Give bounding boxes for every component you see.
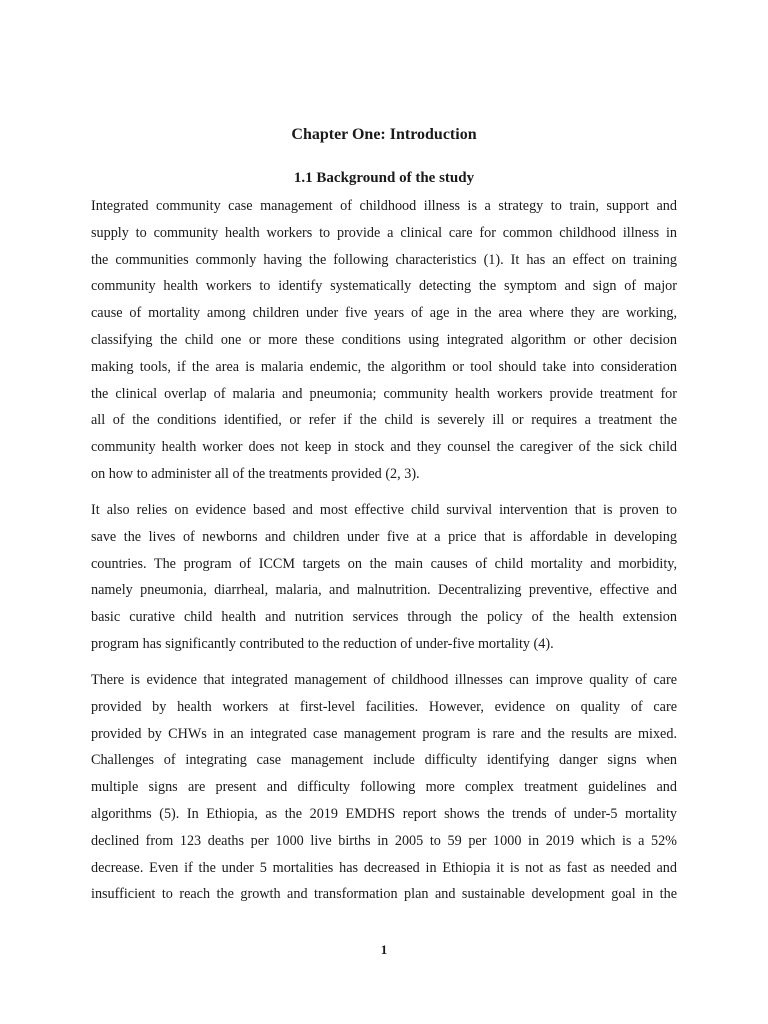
section-title: 1.1 Background of the study — [293, 170, 475, 186]
paragraph-line: There is evidence that integrated management of childhood illnesses can improve quality of care — [91, 672, 677, 688]
paragraph-line: on how to administer all of the treatments provided (2, 3). — [91, 465, 420, 482]
paragraph-line: community health workers to identify systematically detecting the symptom and sign of major — [91, 278, 677, 295]
paragraph-line: Integrated community case management of childhood illness is a strategy to train, support and — [91, 198, 677, 214]
paragraph-line: all of the conditions identified, or refer if the child is severely ill or requires a treatment the — [91, 412, 677, 429]
paragraph-line: Challenges of integrating case management include difficulty identifying danger signs when — [91, 752, 677, 769]
paragraph-2 — [91, 497, 677, 658]
paragraph-line: cause of mortality among children under five years of age in the area where they are working, — [91, 305, 677, 322]
paragraph-1 — [91, 193, 677, 488]
page-number: 1 — [380, 942, 388, 957]
paragraph-line: provided by health workers at first-level facilities. However, evidence on quality of care — [91, 698, 677, 715]
paragraph-3 — [91, 667, 677, 908]
paragraph-line: decrease. Even if the under 5 mortalities has decreased in Ethiopia it is not as fast as needed and — [91, 859, 677, 876]
paragraph-line: multiple signs are present and difficulty following more complex treatment guidelines and — [91, 779, 677, 796]
paragraph-line: insufficient to reach the growth and transformation plan and sustainable development goal in the — [91, 886, 677, 903]
paragraph-line: program has significantly contributed to the reduction of under-five mortality (4). — [91, 635, 554, 652]
paragraph-line: provided by CHWs in an integrated case management program is rare and the results are mixed. — [91, 725, 677, 742]
paragraph-line: the communities commonly having the following characteristics (1). It has an effect on training — [91, 251, 677, 268]
paragraph-line: namely pneumonia, diarrheal, malaria, and malnutrition. Decentralizing preventive, effective and — [91, 582, 677, 599]
chapter-title: Chapter One: Introduction — [291, 126, 477, 143]
paragraph-line: supply to community health workers to provide a clinical care for common childhood illness in — [91, 224, 677, 241]
paragraph-line: classifying the child one or more these conditions using integrated algorithm or other decision — [91, 331, 677, 348]
paragraph-line: It also relies on evidence based and most effective child survival intervention that is proven to — [91, 502, 677, 518]
paragraph-line: community health worker does not keep in stock and they counsel the caregiver of the sick child — [91, 439, 677, 456]
paragraph-line: declined from 123 deaths per 1000 live births in 2005 to 59 per 1000 in 2019 which is a 52% — [91, 832, 677, 849]
paragraph-line: algorithms (5). In Ethiopia, as the 2019 EMDHS report shows the trends of under-5 mortality — [91, 805, 677, 822]
paragraph-line: countries. The program of ICCM targets on the main causes of child mortality and morbidity, — [91, 555, 677, 572]
paragraph-line: the clinical overlap of malaria and pneumonia; community health workers provide treatment for — [91, 385, 677, 402]
paragraph-line: save the lives of newborns and children under five at a price that is affordable in developing — [91, 528, 677, 545]
paragraph-line: making tools, if the area is malaria endemic, the algorithm or tool should take into consideration — [91, 358, 677, 375]
paragraph-line: basic curative child health and nutrition services through the policy of the health extension — [91, 609, 677, 626]
